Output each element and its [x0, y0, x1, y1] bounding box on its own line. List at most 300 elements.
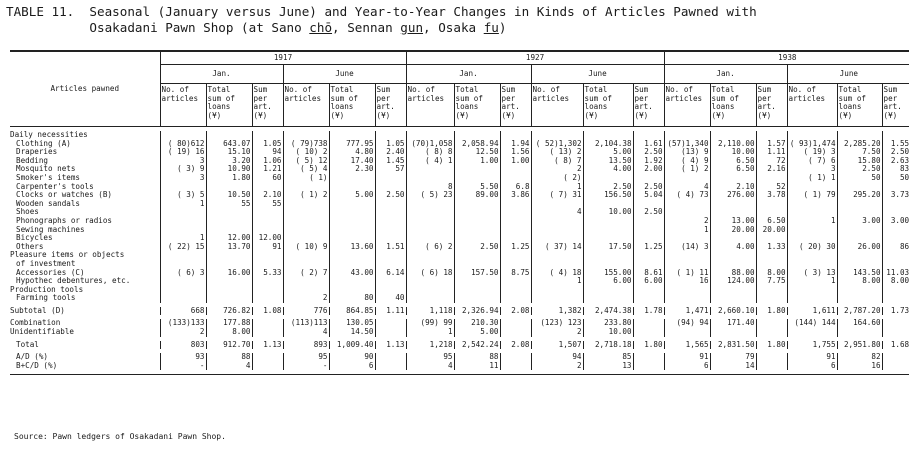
cell-value [756, 131, 787, 140]
cell-value: ( 1) [283, 174, 329, 183]
cell-value [329, 277, 375, 286]
cell-value: 1.00 [500, 157, 531, 166]
cell-value: 1.51 [375, 243, 406, 252]
table-row [10, 217, 909, 226]
cell-value: 155.00 [583, 269, 633, 278]
cell-value [787, 294, 837, 303]
cell-value [664, 200, 710, 209]
cell-value: 6.14 [375, 269, 406, 278]
table-row [10, 243, 909, 252]
cell-value: 5.00 [454, 328, 500, 337]
cell-value [206, 226, 252, 235]
cell-value: (94) 94 [664, 319, 710, 328]
cell-value [406, 131, 454, 140]
month-header: June [283, 65, 406, 84]
cell-value [160, 277, 206, 286]
cell-value: ( 1) 79 [787, 191, 837, 200]
cell-value: 8.61 [633, 269, 664, 278]
row-label: B+C/D (%) [16, 361, 58, 370]
cell-value [206, 294, 252, 303]
title-line-1: Seasonal (January versus June) and Year-to-Year Changes in Kinds of Articles Pawned with [89, 4, 757, 19]
cell-value: 2 [283, 294, 329, 303]
cell-value: 1.92 [633, 157, 664, 166]
cell-value [406, 208, 454, 217]
col-articles: No. of articles [160, 84, 206, 127]
cell-value [531, 226, 583, 235]
cell-value [160, 260, 206, 269]
cell-value: 643.07 [206, 140, 252, 149]
cell-value [375, 200, 406, 209]
cell-value: 2.30 [329, 165, 375, 174]
cell-value [160, 294, 206, 303]
cell-value [500, 286, 531, 295]
cell-value [710, 328, 756, 337]
cell-value [206, 217, 252, 226]
cell-value: 1 [664, 226, 710, 235]
row-label: Pleasure items or objects [10, 251, 125, 260]
cell-value: 3.00 [882, 217, 909, 226]
cell-value [375, 362, 406, 371]
cell-value: 2.50 [882, 148, 909, 157]
cell-value [531, 234, 583, 243]
row-label: Bicycles [16, 234, 53, 243]
cell-value [882, 131, 909, 140]
cell-value [406, 226, 454, 235]
col-total: Total sum of loans (¥) [329, 84, 375, 127]
cell-value: 2,542.24 [454, 341, 500, 350]
cell-value [329, 260, 375, 269]
cell-value: 17.40 [329, 157, 375, 166]
table-row [10, 269, 909, 278]
cell-value [252, 183, 283, 192]
cell-value [375, 183, 406, 192]
cell-value [633, 131, 664, 140]
cell-value [664, 131, 710, 140]
cell-value [206, 260, 252, 269]
cell-value [283, 131, 329, 140]
cell-value [664, 328, 710, 337]
cell-value: 17.50 [583, 243, 633, 252]
cell-value: 2.63 [882, 157, 909, 166]
cell-value: 210.30 [454, 319, 500, 328]
cell-value [252, 353, 283, 362]
cell-value: 4.00 [710, 243, 756, 252]
row-label: Daily necessities [10, 131, 88, 139]
cell-value [454, 200, 500, 209]
cell-value: 1.05 [252, 140, 283, 149]
cell-value [160, 208, 206, 217]
cell-value [787, 251, 837, 260]
cell-value [882, 234, 909, 243]
cell-value: 4 [406, 362, 454, 371]
month-header: June [531, 65, 664, 84]
cell-value: 1.05 [375, 140, 406, 149]
cell-value [406, 234, 454, 243]
cell-value: 1.13 [252, 341, 283, 350]
cell-value: 1.80 [756, 307, 787, 316]
cell-value [787, 260, 837, 269]
cell-value: 57 [375, 165, 406, 174]
cell-value: 88 [454, 353, 500, 362]
table-row [10, 174, 909, 183]
cell-value: 10.00 [583, 208, 633, 217]
cell-value: (123) 123 [531, 319, 583, 328]
cell-value: 88 [206, 353, 252, 362]
cell-value: 157.50 [454, 269, 500, 278]
cell-value: 2 [531, 362, 583, 371]
cell-value: 6 [787, 362, 837, 371]
cell-value [633, 234, 664, 243]
cell-value [664, 286, 710, 295]
cell-value [454, 286, 500, 295]
cell-value: ( 19) 16 [160, 148, 206, 157]
cell-value: 1 [787, 277, 837, 286]
cell-value [206, 277, 252, 286]
cell-value: 2,285.20 [837, 140, 882, 149]
cell-value: 7.75 [756, 277, 787, 286]
cell-value: 1.06 [252, 157, 283, 166]
cell-value: 1,009.40 [329, 341, 375, 350]
cell-value [837, 251, 882, 260]
cell-value: 4.00 [583, 165, 633, 174]
cell-value [756, 286, 787, 295]
cell-value [252, 226, 283, 235]
cell-value [756, 362, 787, 371]
cell-value [375, 234, 406, 243]
cell-value: 6 [664, 362, 710, 371]
cell-value: (57)1,340 [664, 140, 710, 149]
cell-value [787, 200, 837, 209]
cell-value: 6.50 [756, 217, 787, 226]
cell-value: ( 4) 1 [406, 157, 454, 166]
cell-value [500, 328, 531, 337]
table-row [10, 251, 909, 260]
cell-value [500, 200, 531, 209]
cell-value: 94 [531, 353, 583, 362]
cell-value: 83 [882, 165, 909, 174]
title-fu: fu [483, 20, 499, 35]
cell-value [454, 260, 500, 269]
row-label: Production tools [10, 285, 84, 294]
cell-value [375, 353, 406, 362]
cell-value: 5.00 [583, 148, 633, 157]
cell-value: 2 [531, 165, 583, 174]
cell-value: 80 [329, 294, 375, 303]
cell-value: 50 [837, 174, 882, 183]
table-row [10, 165, 909, 174]
cell-value [500, 353, 531, 362]
cell-value [375, 319, 406, 328]
cell-value [787, 286, 837, 295]
cell-value [633, 319, 664, 328]
cell-value [160, 131, 206, 140]
cell-value: 16 [837, 362, 882, 371]
cell-value [787, 226, 837, 235]
cell-value: 2 [664, 217, 710, 226]
cell-value: 5.50 [454, 183, 500, 192]
cell-value [500, 260, 531, 269]
cell-value [787, 183, 837, 192]
cell-value [454, 208, 500, 217]
cell-value [252, 362, 283, 371]
cell-value: 3 [160, 174, 206, 183]
year-header: 1927 [406, 51, 664, 65]
cell-value: 3 [160, 157, 206, 166]
cell-value: 4.80 [329, 148, 375, 157]
cell-value [283, 277, 329, 286]
cell-value: 55 [206, 200, 252, 209]
cell-value [787, 328, 837, 337]
cell-value: 8.00 [837, 277, 882, 286]
cell-value [500, 174, 531, 183]
cell-value: 3.00 [837, 217, 882, 226]
cell-value [375, 286, 406, 295]
cell-value [500, 234, 531, 243]
cell-value: 2.50 [454, 243, 500, 252]
cell-value: ( 2) 7 [283, 269, 329, 278]
cell-value [252, 319, 283, 328]
cell-value: 2.10 [710, 183, 756, 192]
cell-value [454, 217, 500, 226]
cell-value [375, 131, 406, 140]
cell-value [252, 217, 283, 226]
cell-value [283, 208, 329, 217]
cell-value: ( 5) 23 [406, 191, 454, 200]
cell-value: 1.33 [756, 243, 787, 252]
cell-value [837, 208, 882, 217]
row-label: Wooden sandals [16, 199, 81, 208]
cell-value: 4 [283, 328, 329, 337]
cell-value: 2.16 [756, 165, 787, 174]
cell-value: 13.00 [710, 217, 756, 226]
cell-value [633, 294, 664, 303]
cell-value: 10.00 [583, 328, 633, 337]
cell-value: 10.90 [206, 165, 252, 174]
row-label: A/D (%) [16, 353, 49, 362]
row-label: Subtotal (D) [10, 306, 65, 315]
cell-value: 2,474.38 [583, 307, 633, 316]
cell-value [375, 260, 406, 269]
table-row [10, 341, 909, 350]
cell-value: ( 3) 13 [787, 269, 837, 278]
cell-value [583, 174, 633, 183]
cell-value [454, 277, 500, 286]
cell-value [583, 131, 633, 140]
cell-value: 90 [329, 353, 375, 362]
row-label: Draperies [16, 148, 58, 157]
cell-value [252, 328, 283, 337]
cell-value: ( 80)612 [160, 140, 206, 149]
cell-value: 1,507 [531, 341, 583, 350]
cell-value: 1.11 [756, 148, 787, 157]
cell-value [406, 251, 454, 260]
cell-value: ( 79)738 [283, 140, 329, 149]
cell-value: 1.55 [882, 140, 909, 149]
cell-value: 1.56 [500, 148, 531, 157]
cell-value [756, 328, 787, 337]
cell-value [633, 362, 664, 371]
cell-value: 88.00 [710, 269, 756, 278]
row-label: Accessories (C) [16, 268, 85, 277]
cell-value [710, 200, 756, 209]
cell-value [500, 362, 531, 371]
cell-value: 1.25 [500, 243, 531, 252]
cell-value: ( 8) 8 [406, 148, 454, 157]
row-label: of investment [16, 259, 76, 268]
cell-value: 2.50 [633, 148, 664, 157]
cell-value [882, 200, 909, 209]
cell-value [756, 234, 787, 243]
cell-value [329, 174, 375, 183]
cell-value: 1 [787, 217, 837, 226]
cell-value: 5.00 [329, 191, 375, 200]
cell-value [710, 174, 756, 183]
cell-value: 93 [160, 353, 206, 362]
cell-value [882, 362, 909, 371]
cell-value: ( 6) 18 [406, 269, 454, 278]
cell-value [633, 251, 664, 260]
cell-value: 79 [710, 353, 756, 362]
cell-value [283, 251, 329, 260]
table-number: TABLE 11. [6, 4, 75, 19]
cell-value [531, 200, 583, 209]
cell-value [583, 251, 633, 260]
cell-value: 864.85 [329, 307, 375, 316]
cell-value [583, 234, 633, 243]
cell-value: 91 [664, 353, 710, 362]
cell-value: 14.50 [329, 328, 375, 337]
cell-value [882, 251, 909, 260]
cell-value [633, 226, 664, 235]
cell-value: 276.00 [710, 191, 756, 200]
cell-value [710, 260, 756, 269]
cell-value: 912.70 [206, 341, 252, 350]
cell-value [454, 251, 500, 260]
cell-value: 776 [283, 307, 329, 316]
row-label: Phonographs or radios [16, 216, 113, 225]
cell-value: 10.50 [206, 191, 252, 200]
cell-value [454, 174, 500, 183]
cell-value: 156.50 [583, 191, 633, 200]
col-total: Total sum of loans (¥) [583, 84, 633, 127]
cell-value [882, 183, 909, 192]
cell-value: 10.00 [710, 148, 756, 157]
cell-value: 1,118 [406, 307, 454, 316]
cell-value [252, 131, 283, 140]
row-label: Sewing machines [16, 225, 85, 234]
cell-value [329, 234, 375, 243]
col-per-art: Sum per art. (¥) [252, 84, 283, 127]
cell-value [160, 217, 206, 226]
cell-value [206, 251, 252, 260]
table-row [10, 208, 909, 217]
month-header: Jan. [664, 65, 787, 84]
cell-value: 124.00 [710, 277, 756, 286]
cell-value [531, 217, 583, 226]
cell-value [787, 234, 837, 243]
table-row [10, 328, 909, 337]
cell-value [329, 217, 375, 226]
cell-value [837, 234, 882, 243]
source-note: Source: Pawn ledgers of Osakadani Pawn Shop. [14, 432, 226, 441]
cell-value: 2,831.50 [710, 341, 756, 350]
cell-value [583, 226, 633, 235]
cell-value [787, 208, 837, 217]
cell-value [454, 165, 500, 174]
cell-value [283, 226, 329, 235]
table-row [10, 260, 909, 269]
cell-value [837, 183, 882, 192]
cell-value: 1,382 [531, 307, 583, 316]
cell-value [500, 217, 531, 226]
cell-value [160, 286, 206, 295]
cell-value: 12.00 [206, 234, 252, 243]
cell-value [756, 353, 787, 362]
cell-value: 3.20 [206, 157, 252, 166]
cell-value [252, 251, 283, 260]
cell-value: ( 22) 15 [160, 243, 206, 252]
cell-value: 2,660.10 [710, 307, 756, 316]
cell-value [837, 286, 882, 295]
cell-value: 2.50 [583, 183, 633, 192]
cell-value: 89.00 [454, 191, 500, 200]
cell-value: 2,058.94 [454, 140, 500, 149]
row-label: Smoker's items [16, 173, 81, 182]
table-row [10, 362, 909, 371]
cell-value: 60 [252, 174, 283, 183]
cell-value [531, 286, 583, 295]
cell-value [583, 286, 633, 295]
cell-value: 86 [882, 243, 909, 252]
cell-value [756, 260, 787, 269]
col-total: Total sum of loans (¥) [710, 84, 756, 127]
cell-value: 2.00 [633, 165, 664, 174]
cell-value: ( 8) 7 [531, 157, 583, 166]
col-articles: No. of articles [787, 84, 837, 127]
cell-value: ( 1) 2 [283, 191, 329, 200]
cell-value [454, 234, 500, 243]
row-label: Combination [10, 319, 61, 328]
col-articles: No. of articles [531, 84, 583, 127]
cell-value: ( 6) 3 [160, 269, 206, 278]
cell-value: 6.00 [633, 277, 664, 286]
cell-value [500, 294, 531, 303]
cell-value: 8.00 [882, 277, 909, 286]
cell-value: 20.00 [756, 226, 787, 235]
cell-value [329, 131, 375, 140]
table-row [10, 286, 909, 295]
cell-value: (14) 3 [664, 243, 710, 252]
cell-value [710, 294, 756, 303]
cell-value [882, 294, 909, 303]
cell-value: 1.25 [633, 243, 664, 252]
cell-value [633, 353, 664, 362]
cell-value: 177.88 [206, 319, 252, 328]
cell-value [329, 208, 375, 217]
cell-value: 726.82 [206, 307, 252, 316]
cell-value [406, 260, 454, 269]
cell-value [283, 183, 329, 192]
cell-value: 91 [252, 243, 283, 252]
row-header: Articles pawned [10, 51, 160, 127]
cell-value: ( 5) 12 [283, 157, 329, 166]
cell-value [837, 260, 882, 269]
cell-value: 1 [406, 328, 454, 337]
cell-value: (13) 9 [664, 148, 710, 157]
cell-value: 8.00 [756, 269, 787, 278]
cell-value [406, 174, 454, 183]
title-gun: gun [400, 20, 424, 35]
